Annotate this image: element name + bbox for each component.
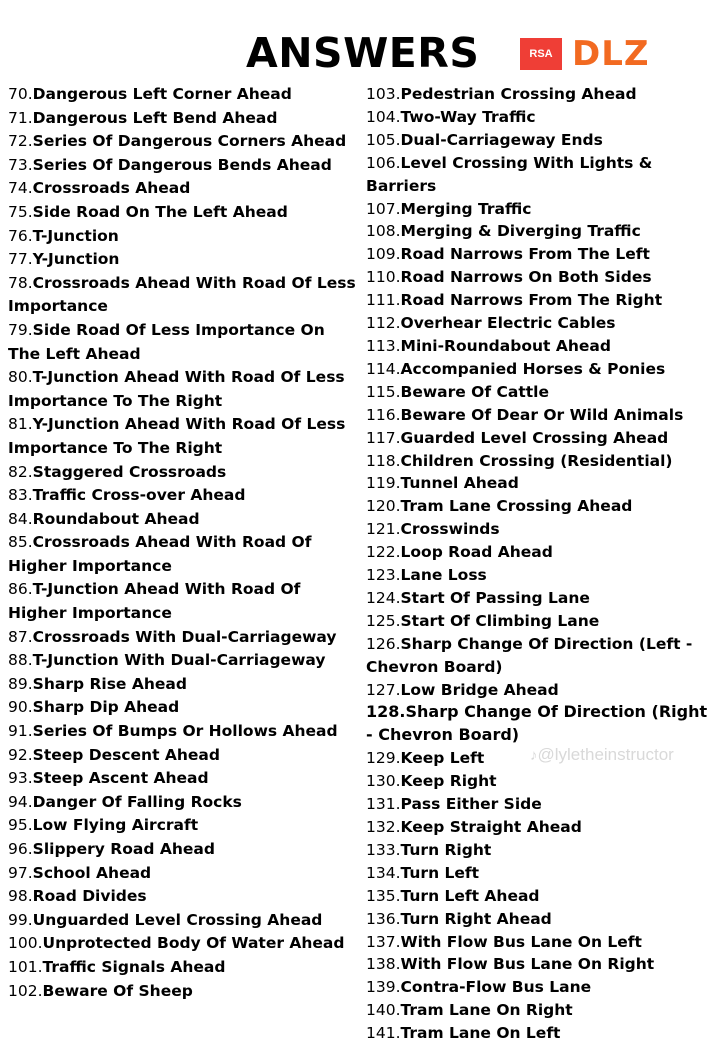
item-number: 88. [8, 651, 33, 670]
item-text: Merging & Diverging Traffic [400, 222, 641, 241]
item-text: Series Of Dangerous Bends Ahead [32, 155, 332, 174]
item-text: Beware Of Cattle [400, 382, 549, 401]
tiktok-icon: ♪ [530, 747, 538, 764]
list-item [366, 312, 716, 335]
item-number: 82. [8, 462, 33, 481]
item-text: Contra-Flow Bus Lane [400, 978, 592, 997]
item-number: 77. [8, 250, 33, 269]
item-text: Turn Right Ahead [400, 909, 552, 928]
list-item [366, 839, 716, 862]
list-item [366, 427, 716, 450]
item-number: 75. [8, 202, 33, 221]
list-item [366, 358, 716, 381]
list-item [8, 154, 358, 178]
list-item [366, 289, 716, 312]
item-number: 125. [366, 611, 401, 630]
item-text: Danger Of Falling Rocks [32, 792, 242, 811]
list-item [8, 838, 358, 862]
item-number: 87. [8, 627, 33, 646]
item-text: Start Of Passing Lane [400, 588, 590, 607]
item-text: Dual-Carriageway Ends [400, 130, 603, 149]
answers-column-left [8, 83, 358, 1003]
item-text: School Ahead [32, 863, 152, 882]
item-number: 110. [366, 268, 401, 287]
item-number: 86. [8, 580, 33, 599]
item-number: 73. [8, 155, 33, 174]
item-number: 105. [366, 130, 401, 149]
item-number: 92. [8, 745, 33, 764]
item-text: Tram Lane Crossing Ahead [400, 497, 633, 516]
list-item [366, 679, 716, 702]
list-item [8, 626, 358, 650]
item-text: With Flow Bus Lane On Left [400, 932, 642, 951]
item-text: Tunnel Ahead [400, 474, 519, 493]
item-number: 130. [366, 772, 401, 791]
item-number: 103. [366, 85, 401, 103]
item-number: 132. [366, 818, 401, 836]
item-number: 102. [8, 981, 43, 1000]
item-text: Tram Lane On Right [400, 1001, 573, 1020]
item-text: Pedestrian Crossing Ahead [400, 85, 637, 103]
item-text: Accompanied Horses & Ponies [400, 359, 666, 378]
item-text: Series Of Dangerous Corners Ahead [32, 132, 347, 151]
list-item [8, 862, 358, 886]
list-item [8, 130, 358, 154]
list-item [8, 696, 358, 720]
item-number: 127. [366, 680, 401, 699]
item-text: Keep Left [400, 749, 485, 768]
item-text: Low Flying Aircraft [32, 816, 199, 835]
item-number: 84. [8, 509, 33, 528]
item-number: 104. [366, 107, 401, 126]
list-item [8, 744, 358, 768]
list-item [8, 225, 358, 249]
list-item [8, 248, 358, 272]
list-item [8, 201, 358, 225]
item-number: 126. [366, 634, 401, 653]
item-text: Traffic Signals Ahead [42, 957, 226, 976]
list-item [366, 908, 716, 931]
list-item [366, 335, 716, 358]
item-number: 118. [366, 451, 401, 470]
list-item [366, 243, 716, 266]
list-item [366, 1022, 716, 1045]
item-text: Road Divides [32, 887, 147, 906]
item-text: Crossroads Ahead [32, 179, 191, 198]
item-text: Roundabout Ahead [32, 509, 200, 528]
list-item [366, 976, 716, 999]
list-item [366, 633, 716, 679]
item-text: Slippery Road Ahead [32, 840, 215, 858]
item-text: Keep Right [400, 772, 497, 791]
item-number: 93. [8, 769, 33, 788]
item-number: 78. [8, 273, 33, 292]
item-number: 133. [366, 840, 401, 859]
item-text: Turn Left [400, 863, 480, 882]
item-text: Mini-Roundabout Ahead [400, 336, 611, 355]
item-number: 98. [8, 887, 33, 906]
item-text: Level Crossing With Lights & Barriers [366, 153, 653, 195]
item-number: 115. [366, 382, 401, 401]
list-item [366, 518, 716, 541]
item-text: Sharp Change Of Direction (Right - Chevron Board) [366, 702, 708, 745]
item-text: Children Crossing (Residential) [400, 451, 673, 470]
item-text: Pass Either Side [400, 795, 542, 814]
item-number: 139. [366, 978, 401, 997]
item-number: 138. [366, 955, 401, 974]
item-text: Crossroads Ahead With Road Of Less Importance [8, 273, 356, 316]
brand-logo: DLZ [572, 34, 650, 74]
item-number: 107. [366, 199, 401, 218]
item-number: 108. [366, 222, 401, 241]
item-text: Road Narrows From The Right [400, 291, 663, 310]
item-number: 90. [8, 698, 33, 717]
item-number: 79. [8, 320, 33, 339]
item-number: 128. [366, 702, 406, 722]
item-number: 117. [366, 428, 401, 447]
list-item [8, 814, 358, 838]
item-text: Beware Of Sheep [42, 981, 193, 1000]
list-item [366, 472, 716, 495]
list-item [8, 673, 358, 697]
list-item [366, 770, 716, 793]
item-number: 95. [8, 816, 33, 835]
list-item [8, 932, 358, 956]
item-number: 83. [8, 486, 33, 505]
item-text: T-Junction Ahead With Road Of Higher Importance [8, 580, 301, 623]
list-item [366, 404, 716, 427]
item-text: Merging Traffic [400, 199, 532, 218]
item-number: 111. [366, 291, 401, 310]
list-item [8, 956, 358, 980]
list-item [366, 701, 716, 747]
item-number: 80. [8, 368, 33, 387]
item-number: 140. [366, 1001, 401, 1020]
list-item [8, 720, 358, 744]
list-item [8, 909, 358, 933]
item-text: Y-Junction [32, 250, 120, 269]
item-text: Dangerous Left Corner Ahead [32, 85, 292, 103]
list-item [366, 610, 716, 633]
item-text: Crosswinds [400, 520, 500, 539]
list-item [366, 152, 716, 198]
item-number: 124. [366, 588, 401, 607]
list-item [8, 413, 358, 460]
list-item [8, 272, 358, 319]
item-text: Low Bridge Ahead [400, 680, 559, 699]
list-item [366, 106, 716, 129]
item-text: Tram Lane On Left [400, 1024, 561, 1043]
list-item [366, 83, 716, 106]
item-number: 120. [366, 497, 401, 516]
item-number: 109. [366, 245, 401, 264]
item-text: Crossroads Ahead With Road Of Higher Importance [8, 533, 312, 575]
list-item [366, 450, 716, 473]
item-text: Guarded Level Crossing Ahead [400, 428, 669, 447]
item-number: 101. [8, 957, 43, 976]
item-number: 141. [366, 1024, 401, 1043]
list-item [366, 564, 716, 587]
list-item [366, 862, 716, 885]
list-item [8, 649, 358, 673]
list-item [366, 541, 716, 564]
item-text: With Flow Bus Lane On Right [400, 955, 655, 974]
item-number: 123. [366, 566, 401, 585]
item-number: 97. [8, 863, 33, 882]
item-number: 89. [8, 674, 33, 693]
item-number: 71. [8, 108, 33, 127]
watermark [530, 745, 674, 765]
item-text: Steep Descent Ahead [32, 745, 220, 764]
list-item [8, 484, 358, 508]
item-text: T-Junction With Dual-Carriageway [32, 651, 326, 670]
item-text: Y-Junction Ahead With Road Of Less Importance To The Right [8, 415, 346, 457]
item-text: Sharp Change Of Direction (Left - Chevron Board) [366, 634, 693, 676]
list-item [8, 578, 358, 625]
item-text: Crossroads With Dual-Carriageway [32, 627, 337, 646]
item-text: Loop Road Ahead [400, 543, 553, 562]
list-item [366, 953, 716, 976]
item-number: 81. [8, 415, 33, 434]
item-text: Sharp Rise Ahead [32, 674, 187, 693]
item-number: 137. [366, 932, 401, 951]
list-item [366, 220, 716, 243]
list-item [366, 999, 716, 1022]
item-number: 119. [366, 474, 401, 493]
answers-column-right [366, 83, 716, 1045]
list-item [8, 461, 358, 485]
item-number: 76. [8, 226, 33, 245]
item-text: Sharp Dip Ahead [32, 698, 180, 717]
list-item [366, 198, 716, 221]
item-text: Two-Way Traffic [400, 107, 536, 126]
item-text: Overhear Electric Cables [400, 314, 616, 333]
list-item [8, 83, 358, 107]
header [0, 22, 724, 86]
item-text: Lane Loss [400, 566, 487, 585]
item-text: Beware Of Dear Or Wild Animals [400, 405, 684, 424]
item-number: 113. [366, 336, 401, 355]
item-number: 70. [8, 85, 33, 103]
watermark-text: @lyletheinstructor [537, 745, 674, 764]
item-number: 72. [8, 132, 33, 151]
item-number: 114. [366, 359, 401, 378]
item-number: 112. [366, 314, 401, 333]
list-item [366, 381, 716, 404]
list-item [8, 107, 358, 131]
list-item [366, 129, 716, 152]
item-number: 136. [366, 909, 401, 928]
list-item [8, 177, 358, 201]
item-text: T-Junction Ahead With Road Of Less Importance To The Right [8, 368, 345, 410]
page-title: ANSWERS [246, 29, 480, 77]
item-number: 74. [8, 179, 33, 198]
item-text: T-Junction [32, 226, 119, 245]
list-item [366, 587, 716, 610]
item-number: 116. [366, 405, 401, 424]
item-text: Traffic Cross-over Ahead [32, 486, 246, 505]
item-number: 91. [8, 722, 33, 741]
item-number: 131. [366, 795, 401, 814]
list-item [8, 791, 358, 815]
item-text: Road Narrows From The Left [400, 245, 650, 264]
list-item [8, 885, 358, 909]
item-number: 94. [8, 792, 33, 811]
list-item [366, 793, 716, 816]
item-text: Turn Left Ahead [400, 886, 540, 905]
list-item [366, 931, 716, 954]
item-text: Start Of Climbing Lane [400, 611, 600, 630]
item-number: 122. [366, 543, 401, 562]
item-text: Dangerous Left Bend Ahead [32, 108, 278, 127]
item-number: 85. [8, 533, 33, 552]
item-text: Road Narrows On Both Sides [400, 268, 652, 287]
item-number: 99. [8, 910, 33, 929]
item-text: Side Road On The Left Ahead [32, 202, 288, 221]
item-number: 96. [8, 840, 33, 858]
list-item [8, 980, 358, 1004]
item-text: Turn Right [400, 840, 492, 859]
list-item [366, 885, 716, 908]
list-item [8, 767, 358, 791]
list-item [366, 816, 716, 839]
rsa-logo: RSA [520, 38, 562, 70]
item-number: 121. [366, 520, 401, 539]
list-item [366, 266, 716, 289]
item-number: 106. [366, 153, 401, 172]
item-text: Keep Straight Ahead [400, 818, 582, 836]
item-text: Unprotected Body Of Water Ahead [42, 934, 345, 953]
list-item [8, 508, 358, 532]
list-item [366, 495, 716, 518]
item-number: 129. [366, 749, 401, 768]
item-text: Side Road Of Less Importance On The Left Ahead [8, 320, 325, 363]
item-number: 134. [366, 863, 401, 882]
item-number: 100. [8, 934, 43, 953]
item-text: Series Of Bumps Or Hollows Ahead [32, 722, 338, 741]
item-number: 135. [366, 886, 401, 905]
list-item [8, 531, 358, 578]
list-item [8, 366, 358, 413]
list-item [8, 319, 358, 366]
item-text: Unguarded Level Crossing Ahead [32, 910, 323, 929]
item-text: Staggered Crossroads [32, 462, 227, 481]
item-text: Steep Ascent Ahead [32, 769, 209, 788]
